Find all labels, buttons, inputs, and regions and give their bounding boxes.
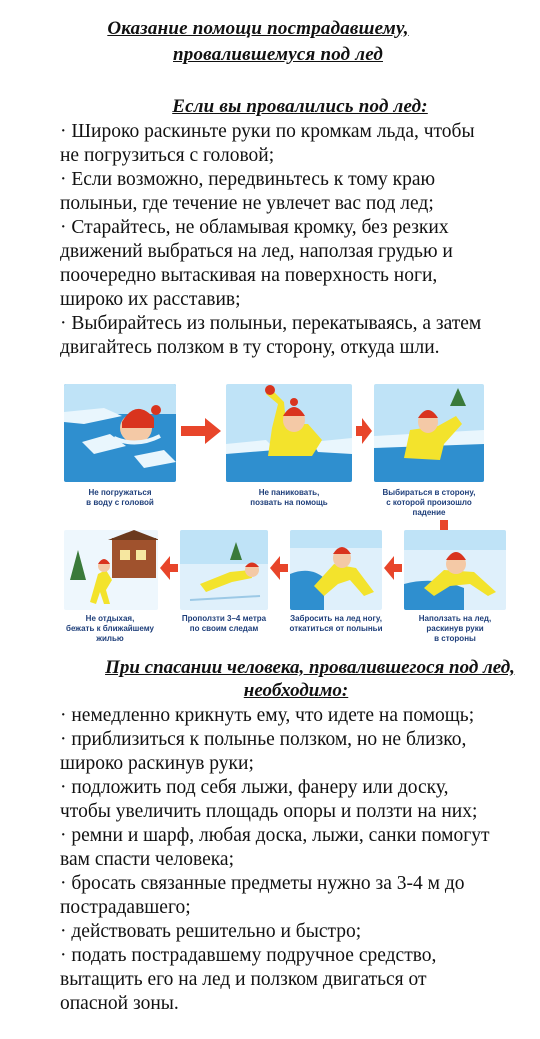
list-item: вам спасти человека; xyxy=(60,849,234,870)
panel-1-image xyxy=(64,384,176,482)
panel-3-caption: Выбираться в сторону, с которой произошло падение xyxy=(382,488,476,517)
panel-4-caption: Наползать на лед, раскинув руки в стороны xyxy=(418,614,492,643)
list-item: опасной зоны. xyxy=(60,993,179,1014)
section1-list xyxy=(60,120,530,360)
section2-heading-line1: При спасании человека, провалившегося под лед, xyxy=(105,657,515,678)
arrow-left-icon xyxy=(160,556,178,580)
list-item: · подложить под себя лыжи, фанеру или доску, xyxy=(60,777,449,798)
list-item: чтобы увеличить площадь опоры и ползти на них; xyxy=(60,801,478,822)
panel-6-image xyxy=(180,530,268,610)
section2-heading-line2: необходимо: xyxy=(243,680,349,701)
list-item: поочередно вытаскивая на поверхность ноги, xyxy=(60,265,438,286)
list-item: · Выбирайтесь из полыньи, перекатываясь, а затем xyxy=(60,313,482,334)
list-item: не погрузиться с головой; xyxy=(60,145,275,166)
list-item: пострадавшего; xyxy=(60,897,191,918)
list-item: движений выбраться на лед, наползая грудью и xyxy=(60,241,453,262)
panel-5-caption: Забросить на лед ногу, откатиться от полыньи xyxy=(289,614,383,633)
panel-7-image xyxy=(64,530,158,610)
list-item: полыньи, где течение не увлечет вас под лед; xyxy=(60,193,434,214)
list-item: · немедленно крикнуть ему, что идете на помощь; xyxy=(60,705,475,726)
list-item: · действовать решительно и быстро; xyxy=(60,921,362,942)
list-item: · приблизиться к полынье ползком, но не близко, xyxy=(60,729,467,750)
list-item: широко раскинув руки; xyxy=(60,753,254,774)
panel-7-caption: Не отдыхая, бежать к ближайшему жилью xyxy=(66,614,154,643)
panel-2-image xyxy=(226,384,352,482)
panel-4-image xyxy=(404,530,506,610)
list-item: широко их расставив; xyxy=(60,289,241,310)
section1-heading: Если вы провалились под лед: xyxy=(172,96,428,117)
arrow-right-icon xyxy=(181,418,221,444)
list-item: вытащить его на лед и ползком двигаться от xyxy=(60,969,427,990)
arrow-left-icon xyxy=(270,556,288,580)
arrow-right-icon xyxy=(356,418,372,444)
arrow-left-icon xyxy=(384,556,402,580)
section2-list xyxy=(60,704,530,1016)
page-title-line2: провалившемуся под лед xyxy=(173,44,383,65)
panel-6-caption: Проползти 3–4 метра по своим следам xyxy=(181,614,267,633)
list-item: · бросать связанные предметы нужно за 3-4 м до xyxy=(60,873,465,894)
panel-3-image xyxy=(374,384,484,482)
list-item: двигайтесь ползком в ту сторону, откуда шли. xyxy=(60,337,440,358)
list-item: · Если возможно, передвиньтесь к тому краю xyxy=(60,169,436,190)
panel-1-caption: Не погружаться в воду с головой xyxy=(86,488,154,507)
panel-5-image xyxy=(290,530,382,610)
panel-2-caption: Не паниковать, позвать на помощь xyxy=(250,488,328,507)
list-item: · Широко раскиньте руки по кромкам льда, чтобы xyxy=(60,121,475,142)
list-item: · подать пострадавшему подручное средство, xyxy=(60,945,437,966)
list-item: · Старайтесь, не обламывая кромку, без резких xyxy=(60,217,449,238)
list-item: · ремни и шарф, любая доска, лыжи, санки помогут xyxy=(60,825,490,846)
page-title-line1: Оказание помощи пострадавшему, xyxy=(107,18,409,39)
